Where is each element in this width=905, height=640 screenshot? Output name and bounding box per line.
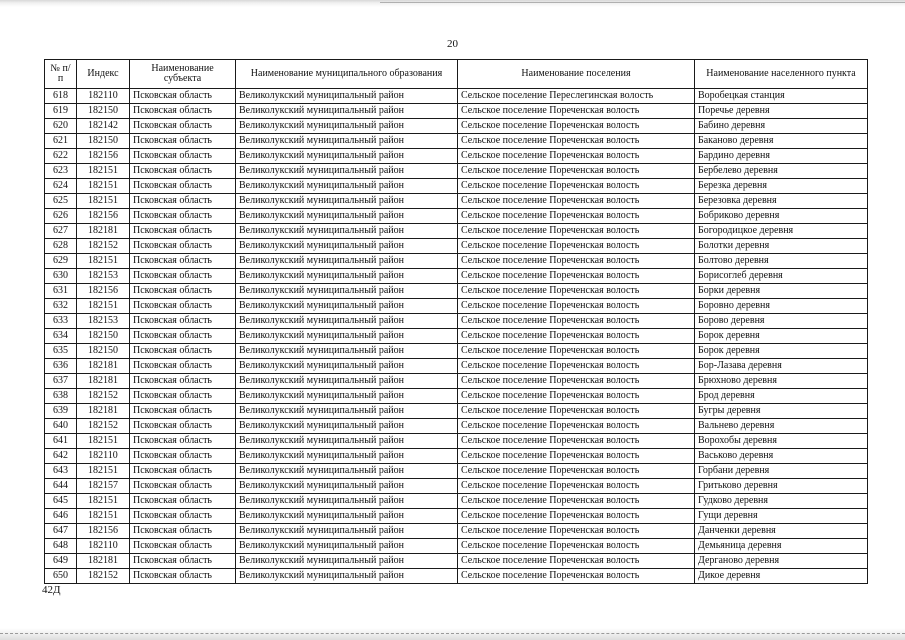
cell-num: 627 xyxy=(45,224,77,239)
cell-subject: Псковская область xyxy=(130,524,236,539)
cell-locality: Березовка деревня xyxy=(695,194,868,209)
cell-settlement: Сельское поселение Пореченская волость xyxy=(458,539,695,554)
cell-subject: Псковская область xyxy=(130,209,236,224)
cell-index: 182153 xyxy=(77,314,130,329)
cell-num: 642 xyxy=(45,449,77,464)
table-row xyxy=(45,194,868,209)
cell-municipality: Великолукский муниципальный район xyxy=(236,179,458,194)
cell-settlement: Сельское поселение Пореченская волость xyxy=(458,359,695,374)
cell-locality: Бобриково деревня xyxy=(695,209,868,224)
table-row xyxy=(45,224,868,239)
cell-subject: Псковская область xyxy=(130,479,236,494)
header-locality: Наименование населенного пункта xyxy=(695,60,868,89)
table-body xyxy=(45,89,868,584)
table-row xyxy=(45,179,868,194)
cell-locality: Брюхново деревня xyxy=(695,374,868,389)
cell-index: 182142 xyxy=(77,119,130,134)
cell-settlement: Сельское поселение Пореченская волость xyxy=(458,149,695,164)
table-row xyxy=(45,329,868,344)
cell-num: 626 xyxy=(45,209,77,224)
cell-index: 182110 xyxy=(77,539,130,554)
cell-index: 182150 xyxy=(77,104,130,119)
cell-subject: Псковская область xyxy=(130,374,236,389)
cell-index: 182150 xyxy=(77,329,130,344)
cell-index: 182151 xyxy=(77,464,130,479)
cell-locality: Борки деревня xyxy=(695,284,868,299)
cell-locality: Гритьково деревня xyxy=(695,479,868,494)
cell-settlement: Сельское поселение Пореченская волость xyxy=(458,509,695,524)
cell-index: 182151 xyxy=(77,509,130,524)
cell-municipality: Великолукский муниципальный район xyxy=(236,329,458,344)
cell-num: 640 xyxy=(45,419,77,434)
table-row xyxy=(45,269,868,284)
cell-locality: Брод деревня xyxy=(695,389,868,404)
cell-municipality: Великолукский муниципальный район xyxy=(236,284,458,299)
cell-municipality: Великолукский муниципальный район xyxy=(236,374,458,389)
cell-settlement: Сельское поселение Пореченская волость xyxy=(458,569,695,584)
table-row xyxy=(45,389,868,404)
cell-locality: Бор-Лазава деревня xyxy=(695,359,868,374)
cell-settlement: Сельское поселение Пореченская волость xyxy=(458,479,695,494)
cell-municipality: Великолукский муниципальный район xyxy=(236,494,458,509)
cell-locality: Борово деревня xyxy=(695,314,868,329)
cell-index: 182151 xyxy=(77,299,130,314)
cell-num: 625 xyxy=(45,194,77,209)
cell-num: 641 xyxy=(45,434,77,449)
header-subject: Наименование субъекта xyxy=(130,60,236,89)
cell-settlement: Сельское поселение Пореченская волость xyxy=(458,269,695,284)
cell-num: 650 xyxy=(45,569,77,584)
cell-num: 644 xyxy=(45,479,77,494)
cell-index: 182151 xyxy=(77,194,130,209)
cell-municipality: Великолукский муниципальный район xyxy=(236,479,458,494)
cell-subject: Псковская область xyxy=(130,329,236,344)
table-row xyxy=(45,254,868,269)
settlements-table xyxy=(44,59,868,584)
cell-settlement: Сельское поселение Пореченская волость xyxy=(458,404,695,419)
cell-municipality: Великолукский муниципальный район xyxy=(236,359,458,374)
cell-subject: Псковская область xyxy=(130,464,236,479)
cell-index: 182156 xyxy=(77,149,130,164)
cell-subject: Псковская область xyxy=(130,569,236,584)
cell-settlement: Сельское поселение Пореченская волость xyxy=(458,179,695,194)
cell-municipality: Великолукский муниципальный район xyxy=(236,344,458,359)
cell-locality: Данченки деревня xyxy=(695,524,868,539)
table-row xyxy=(45,374,868,389)
cell-settlement: Сельское поселение Пореченская волость xyxy=(458,434,695,449)
cell-index: 182110 xyxy=(77,89,130,104)
cell-municipality: Великолукский муниципальный район xyxy=(236,104,458,119)
cell-subject: Псковская область xyxy=(130,134,236,149)
cell-settlement: Сельское поселение Пореченская волость xyxy=(458,554,695,569)
cell-settlement: Сельское поселение Пореченская волость xyxy=(458,119,695,134)
cell-num: 620 xyxy=(45,119,77,134)
cell-settlement: Сельское поселение Пореченская волость xyxy=(458,419,695,434)
cell-locality: Бабино деревня xyxy=(695,119,868,134)
cell-municipality: Великолукский муниципальный район xyxy=(236,569,458,584)
cell-locality: Вальнево деревня xyxy=(695,419,868,434)
header-num: № п/п xyxy=(45,60,77,89)
cell-num: 638 xyxy=(45,389,77,404)
cell-municipality: Великолукский муниципальный район xyxy=(236,464,458,479)
cell-subject: Псковская область xyxy=(130,149,236,164)
scan-edge-bottom xyxy=(0,628,905,640)
cell-municipality: Великолукский муниципальный район xyxy=(236,89,458,104)
cell-num: 621 xyxy=(45,134,77,149)
cell-num: 629 xyxy=(45,254,77,269)
cell-locality: Баканово деревня xyxy=(695,134,868,149)
table-row xyxy=(45,284,868,299)
cell-num: 630 xyxy=(45,269,77,284)
cell-subject: Псковская область xyxy=(130,89,236,104)
cell-municipality: Великолукский муниципальный район xyxy=(236,224,458,239)
cell-num: 633 xyxy=(45,314,77,329)
table-row xyxy=(45,419,868,434)
cell-index: 182181 xyxy=(77,224,130,239)
cell-settlement: Сельское поселение Пореченская волость xyxy=(458,314,695,329)
cell-subject: Псковская область xyxy=(130,254,236,269)
cell-num: 622 xyxy=(45,149,77,164)
header-row xyxy=(45,60,868,89)
cell-num: 631 xyxy=(45,284,77,299)
cell-subject: Псковская область xyxy=(130,539,236,554)
cell-settlement: Сельское поселение Переслегинская волость xyxy=(458,89,695,104)
table-row xyxy=(45,449,868,464)
cell-municipality: Великолукский муниципальный район xyxy=(236,509,458,524)
table-row xyxy=(45,164,868,179)
cell-settlement: Сельское поселение Пореченская волость xyxy=(458,299,695,314)
cell-municipality: Великолукский муниципальный район xyxy=(236,539,458,554)
cell-num: 634 xyxy=(45,329,77,344)
cell-locality: Березка деревня xyxy=(695,179,868,194)
cell-locality: Борок деревня xyxy=(695,344,868,359)
cell-num: 643 xyxy=(45,464,77,479)
cell-municipality: Великолукский муниципальный район xyxy=(236,254,458,269)
cell-settlement: Сельское поселение Пореченская волость xyxy=(458,254,695,269)
cell-index: 182156 xyxy=(77,524,130,539)
table-row xyxy=(45,149,868,164)
cell-index: 182181 xyxy=(77,374,130,389)
cell-locality: Болотки деревня xyxy=(695,239,868,254)
cell-locality: Бугры деревня xyxy=(695,404,868,419)
cell-subject: Псковская область xyxy=(130,389,236,404)
cell-settlement: Сельское поселение Пореченская волость xyxy=(458,524,695,539)
table-row xyxy=(45,119,868,134)
cell-index: 182152 xyxy=(77,389,130,404)
table-row xyxy=(45,359,868,374)
cell-num: 628 xyxy=(45,239,77,254)
cell-locality: Дерганово деревня xyxy=(695,554,868,569)
cell-subject: Псковская область xyxy=(130,434,236,449)
cell-index: 182151 xyxy=(77,164,130,179)
cell-locality: Воробецкая станция xyxy=(695,89,868,104)
cell-subject: Псковская область xyxy=(130,419,236,434)
header-municipality: Наименование муниципального образования xyxy=(236,60,458,89)
table-row xyxy=(45,539,868,554)
cell-locality: Гущи деревня xyxy=(695,509,868,524)
table-row xyxy=(45,494,868,509)
table-header xyxy=(45,60,868,89)
cell-locality: Борок деревня xyxy=(695,329,868,344)
cell-num: 635 xyxy=(45,344,77,359)
cell-index: 182151 xyxy=(77,179,130,194)
cell-settlement: Сельское поселение Пореченская волость xyxy=(458,389,695,404)
cell-subject: Псковская область xyxy=(130,449,236,464)
cell-locality: Поречье деревня xyxy=(695,104,868,119)
cell-municipality: Великолукский муниципальный район xyxy=(236,164,458,179)
cell-subject: Псковская область xyxy=(130,494,236,509)
cell-settlement: Сельское поселение Пореченская волость xyxy=(458,224,695,239)
table-row xyxy=(45,344,868,359)
cell-index: 182151 xyxy=(77,494,130,509)
cell-subject: Псковская область xyxy=(130,554,236,569)
table-row xyxy=(45,524,868,539)
cell-municipality: Великолукский муниципальный район xyxy=(236,419,458,434)
cell-num: 639 xyxy=(45,404,77,419)
page-number: 20 xyxy=(447,38,458,50)
cell-locality: Горбани деревня xyxy=(695,464,868,479)
cell-locality: Бербелево деревня xyxy=(695,164,868,179)
cell-municipality: Великолукский муниципальный район xyxy=(236,209,458,224)
cell-subject: Псковская область xyxy=(130,239,236,254)
cell-municipality: Великолукский муниципальный район xyxy=(236,149,458,164)
cell-municipality: Великолукский муниципальный район xyxy=(236,239,458,254)
cell-index: 182151 xyxy=(77,254,130,269)
table-row xyxy=(45,104,868,119)
cell-settlement: Сельское поселение Пореченская волость xyxy=(458,374,695,389)
cell-num: 637 xyxy=(45,374,77,389)
cell-index: 182152 xyxy=(77,419,130,434)
cell-index: 182152 xyxy=(77,239,130,254)
cell-index: 182110 xyxy=(77,449,130,464)
cell-num: 632 xyxy=(45,299,77,314)
cell-subject: Псковская область xyxy=(130,344,236,359)
cell-index: 182150 xyxy=(77,344,130,359)
cell-index: 182152 xyxy=(77,569,130,584)
cell-num: 648 xyxy=(45,539,77,554)
cell-settlement: Сельское поселение Пореченская волость xyxy=(458,344,695,359)
cell-subject: Псковская область xyxy=(130,104,236,119)
table-row xyxy=(45,209,868,224)
table-row xyxy=(45,134,868,149)
cell-index: 182181 xyxy=(77,404,130,419)
table-row xyxy=(45,554,868,569)
cell-municipality: Великолукский муниципальный район xyxy=(236,194,458,209)
cell-municipality: Великолукский муниципальный район xyxy=(236,449,458,464)
cell-num: 624 xyxy=(45,179,77,194)
cell-municipality: Великолукский муниципальный район xyxy=(236,119,458,134)
cell-locality: Богородицкое деревня xyxy=(695,224,868,239)
cell-locality: Дикое деревня xyxy=(695,569,868,584)
cell-municipality: Великолукский муниципальный район xyxy=(236,299,458,314)
cell-subject: Псковская область xyxy=(130,119,236,134)
cell-settlement: Сельское поселение Пореченская волость xyxy=(458,134,695,149)
cell-index: 182156 xyxy=(77,209,130,224)
cell-locality: Борисоглеб деревня xyxy=(695,269,868,284)
table-row xyxy=(45,569,868,584)
cell-locality: Болтово деревня xyxy=(695,254,868,269)
cell-num: 646 xyxy=(45,509,77,524)
cell-subject: Псковская область xyxy=(130,284,236,299)
cell-index: 182153 xyxy=(77,269,130,284)
cell-num: 618 xyxy=(45,89,77,104)
cell-num: 647 xyxy=(45,524,77,539)
cell-subject: Псковская область xyxy=(130,314,236,329)
cell-subject: Псковская область xyxy=(130,359,236,374)
table-row xyxy=(45,479,868,494)
table-row xyxy=(45,239,868,254)
cell-settlement: Сельское поселение Пореченская волость xyxy=(458,209,695,224)
cell-settlement: Сельское поселение Пореченская волость xyxy=(458,194,695,209)
cell-num: 645 xyxy=(45,494,77,509)
table-row xyxy=(45,89,868,104)
cell-num: 619 xyxy=(45,104,77,119)
cell-settlement: Сельское поселение Пореченская волость xyxy=(458,284,695,299)
cell-index: 182157 xyxy=(77,479,130,494)
cell-settlement: Сельское поселение Пореченская волость xyxy=(458,239,695,254)
header-index: Индекс xyxy=(77,60,130,89)
cell-locality: Гудково деревня xyxy=(695,494,868,509)
table-row xyxy=(45,314,868,329)
footer-code: 42Д xyxy=(42,584,61,596)
cell-municipality: Великолукский муниципальный район xyxy=(236,434,458,449)
cell-subject: Псковская область xyxy=(130,299,236,314)
cell-locality: Демьяница деревня xyxy=(695,539,868,554)
cell-subject: Псковская область xyxy=(130,164,236,179)
cell-municipality: Великолукский муниципальный район xyxy=(236,134,458,149)
cell-municipality: Великолукский муниципальный район xyxy=(236,314,458,329)
cell-num: 649 xyxy=(45,554,77,569)
cell-index: 182150 xyxy=(77,134,130,149)
cell-municipality: Великолукский муниципальный район xyxy=(236,554,458,569)
cell-municipality: Великолукский муниципальный район xyxy=(236,404,458,419)
scan-edge-top xyxy=(0,0,905,7)
cell-subject: Псковская область xyxy=(130,509,236,524)
cell-municipality: Великолукский муниципальный район xyxy=(236,389,458,404)
cell-locality: Васьково деревня xyxy=(695,449,868,464)
cell-index: 182151 xyxy=(77,434,130,449)
table-row xyxy=(45,464,868,479)
cell-municipality: Великолукский муниципальный район xyxy=(236,269,458,284)
table-row xyxy=(45,404,868,419)
cell-settlement: Сельское поселение Пореченская волость xyxy=(458,464,695,479)
cell-settlement: Сельское поселение Пореченская волость xyxy=(458,164,695,179)
cell-num: 636 xyxy=(45,359,77,374)
cell-locality: Ворохобы деревня xyxy=(695,434,868,449)
cell-locality: Бардино деревня xyxy=(695,149,868,164)
cell-subject: Псковская область xyxy=(130,404,236,419)
cell-subject: Псковская область xyxy=(130,194,236,209)
cell-settlement: Сельское поселение Пореченская волость xyxy=(458,449,695,464)
cell-settlement: Сельское поселение Пореченская волость xyxy=(458,329,695,344)
cell-settlement: Сельское поселение Пореченская волость xyxy=(458,494,695,509)
cell-index: 182156 xyxy=(77,284,130,299)
cell-locality: Боровно деревня xyxy=(695,299,868,314)
cell-index: 182181 xyxy=(77,359,130,374)
cell-municipality: Великолукский муниципальный район xyxy=(236,524,458,539)
cell-subject: Псковская область xyxy=(130,224,236,239)
cell-subject: Псковская область xyxy=(130,179,236,194)
cell-num: 623 xyxy=(45,164,77,179)
cell-index: 182181 xyxy=(77,554,130,569)
cell-settlement: Сельское поселение Пореченская волость xyxy=(458,104,695,119)
header-settlement: Наименование поселения xyxy=(458,60,695,89)
cell-subject: Псковская область xyxy=(130,269,236,284)
table-row xyxy=(45,299,868,314)
table-row xyxy=(45,509,868,524)
table-row xyxy=(45,434,868,449)
